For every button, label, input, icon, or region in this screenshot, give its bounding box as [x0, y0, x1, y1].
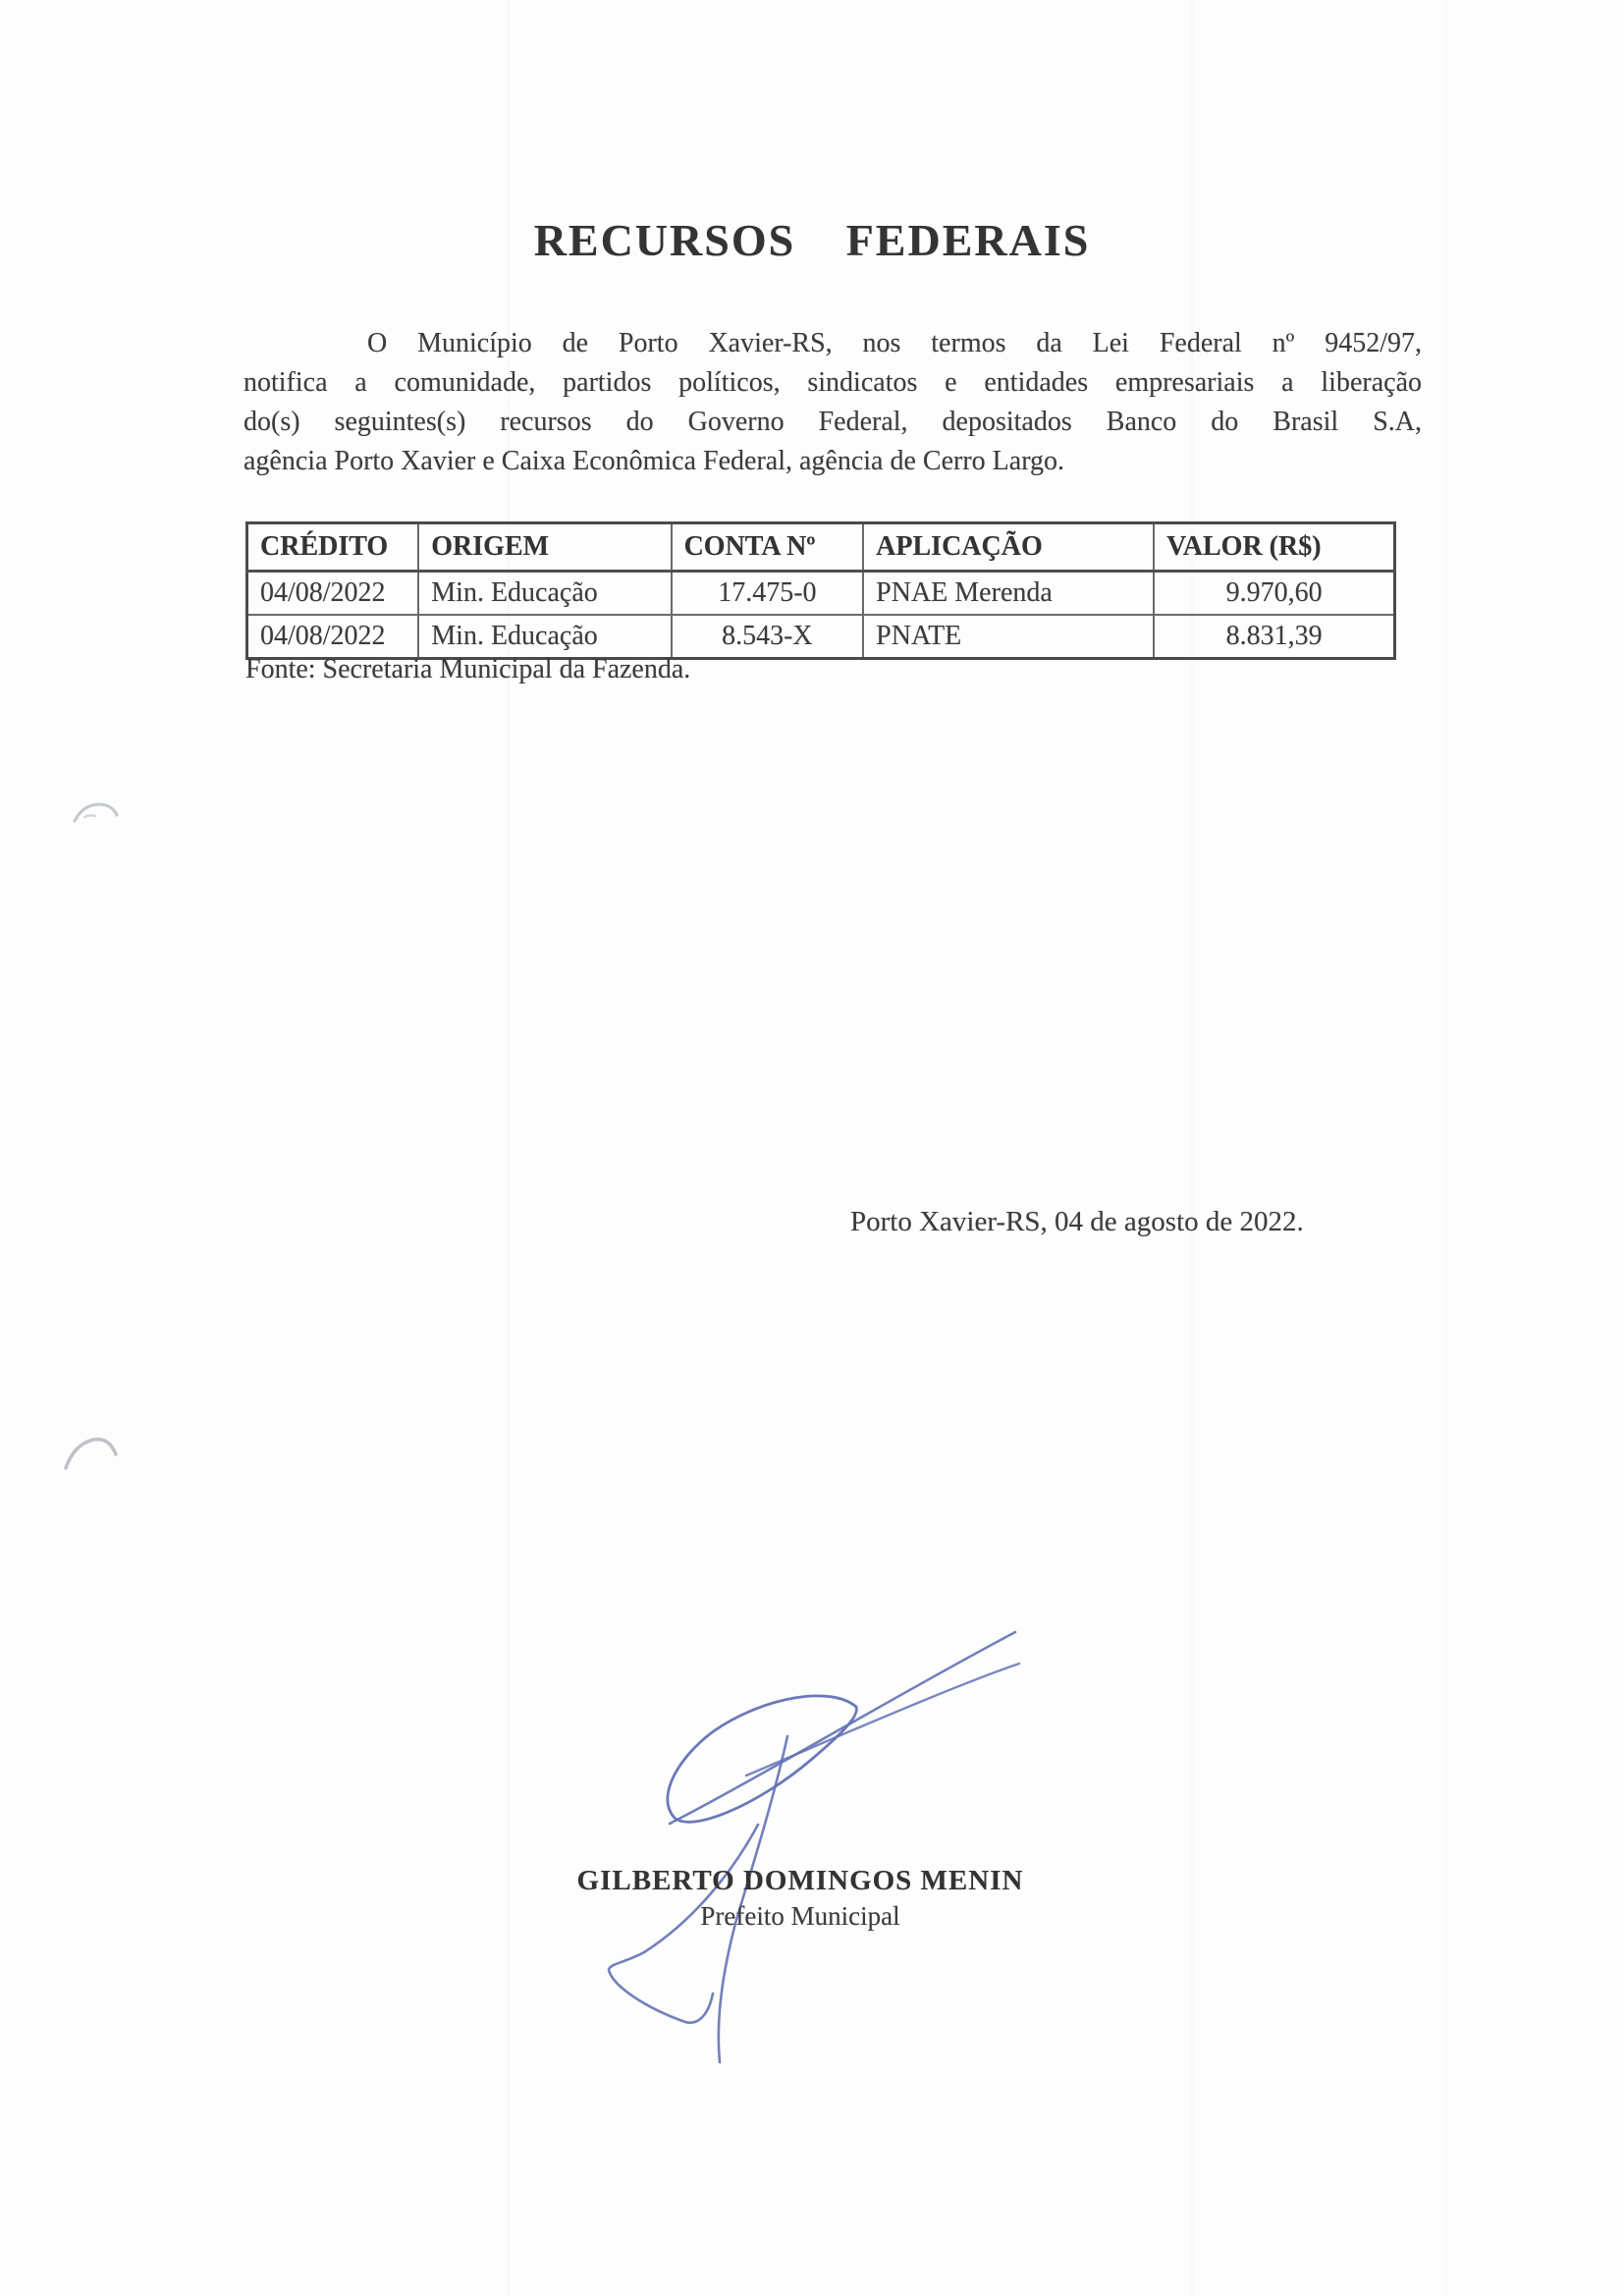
- source-note: Fonte: Secretaria Municipal da Fazenda.: [245, 654, 691, 684]
- paragraph-line: do(s) seguintes(s) recursos do Governo Federal, depositados Banco do Brasil S.A,: [244, 407, 1422, 437]
- cell-origem: Min. Educação: [418, 572, 671, 616]
- header-aplicacao: APLICAÇÃO: [863, 523, 1154, 572]
- cell-conta: 8.543-X: [672, 615, 864, 659]
- header-credito: CRÉDITO: [247, 523, 419, 572]
- cell-conta: 17.475-0: [672, 572, 864, 616]
- paragraph-line: notifica a comunidade, partidos políticos, sindicatos e entidades empresariais a liberação: [244, 367, 1422, 398]
- table-row: [247, 572, 1395, 616]
- signer-name: GILBERTO DOMINGOS MENIN: [576, 1865, 1024, 1896]
- cell-credito: 04/08/2022: [247, 615, 419, 659]
- signer-title: Prefeito Municipal: [700, 1901, 900, 1931]
- page-title: RECURSOS FEDERAIS: [533, 215, 1091, 265]
- table-header-row: [247, 523, 1395, 572]
- pencil-arc-mark: [54, 1429, 137, 1483]
- cell-origem: Min. Educação: [418, 615, 671, 659]
- cell-aplicacao: PNAE Merenda: [863, 572, 1154, 616]
- paragraph-line: O Município de Porto Xavier-RS, nos termos da Lei Federal nº 9452/97,: [367, 328, 1422, 358]
- cell-valor: 8.831,39: [1154, 615, 1394, 659]
- scan-streak: [1445, 0, 1447, 2296]
- header-origem: ORIGEM: [418, 523, 671, 572]
- cell-aplicacao: PNATE: [863, 615, 1154, 659]
- paragraph-line: agência Porto Xavier e Caixa Econômica Federal, agência de Cerro Largo.: [244, 446, 1065, 476]
- cell-valor: 9.970,60: [1154, 572, 1394, 616]
- header-valor: VALOR (R$): [1154, 523, 1394, 572]
- date-line: Porto Xavier-RS, 04 de agosto de 2022.: [850, 1206, 1304, 1237]
- cell-credito: 04/08/2022: [247, 572, 419, 616]
- header-conta: CONTA Nº: [672, 523, 864, 572]
- federal-resources-table: [245, 521, 1396, 660]
- signature-block: [491, 1864, 1110, 1935]
- table-row: [247, 615, 1395, 659]
- notice-paragraph: [244, 324, 1422, 481]
- handwritten-signature: [550, 1601, 1060, 2092]
- pencil-arc-mark: [61, 795, 139, 845]
